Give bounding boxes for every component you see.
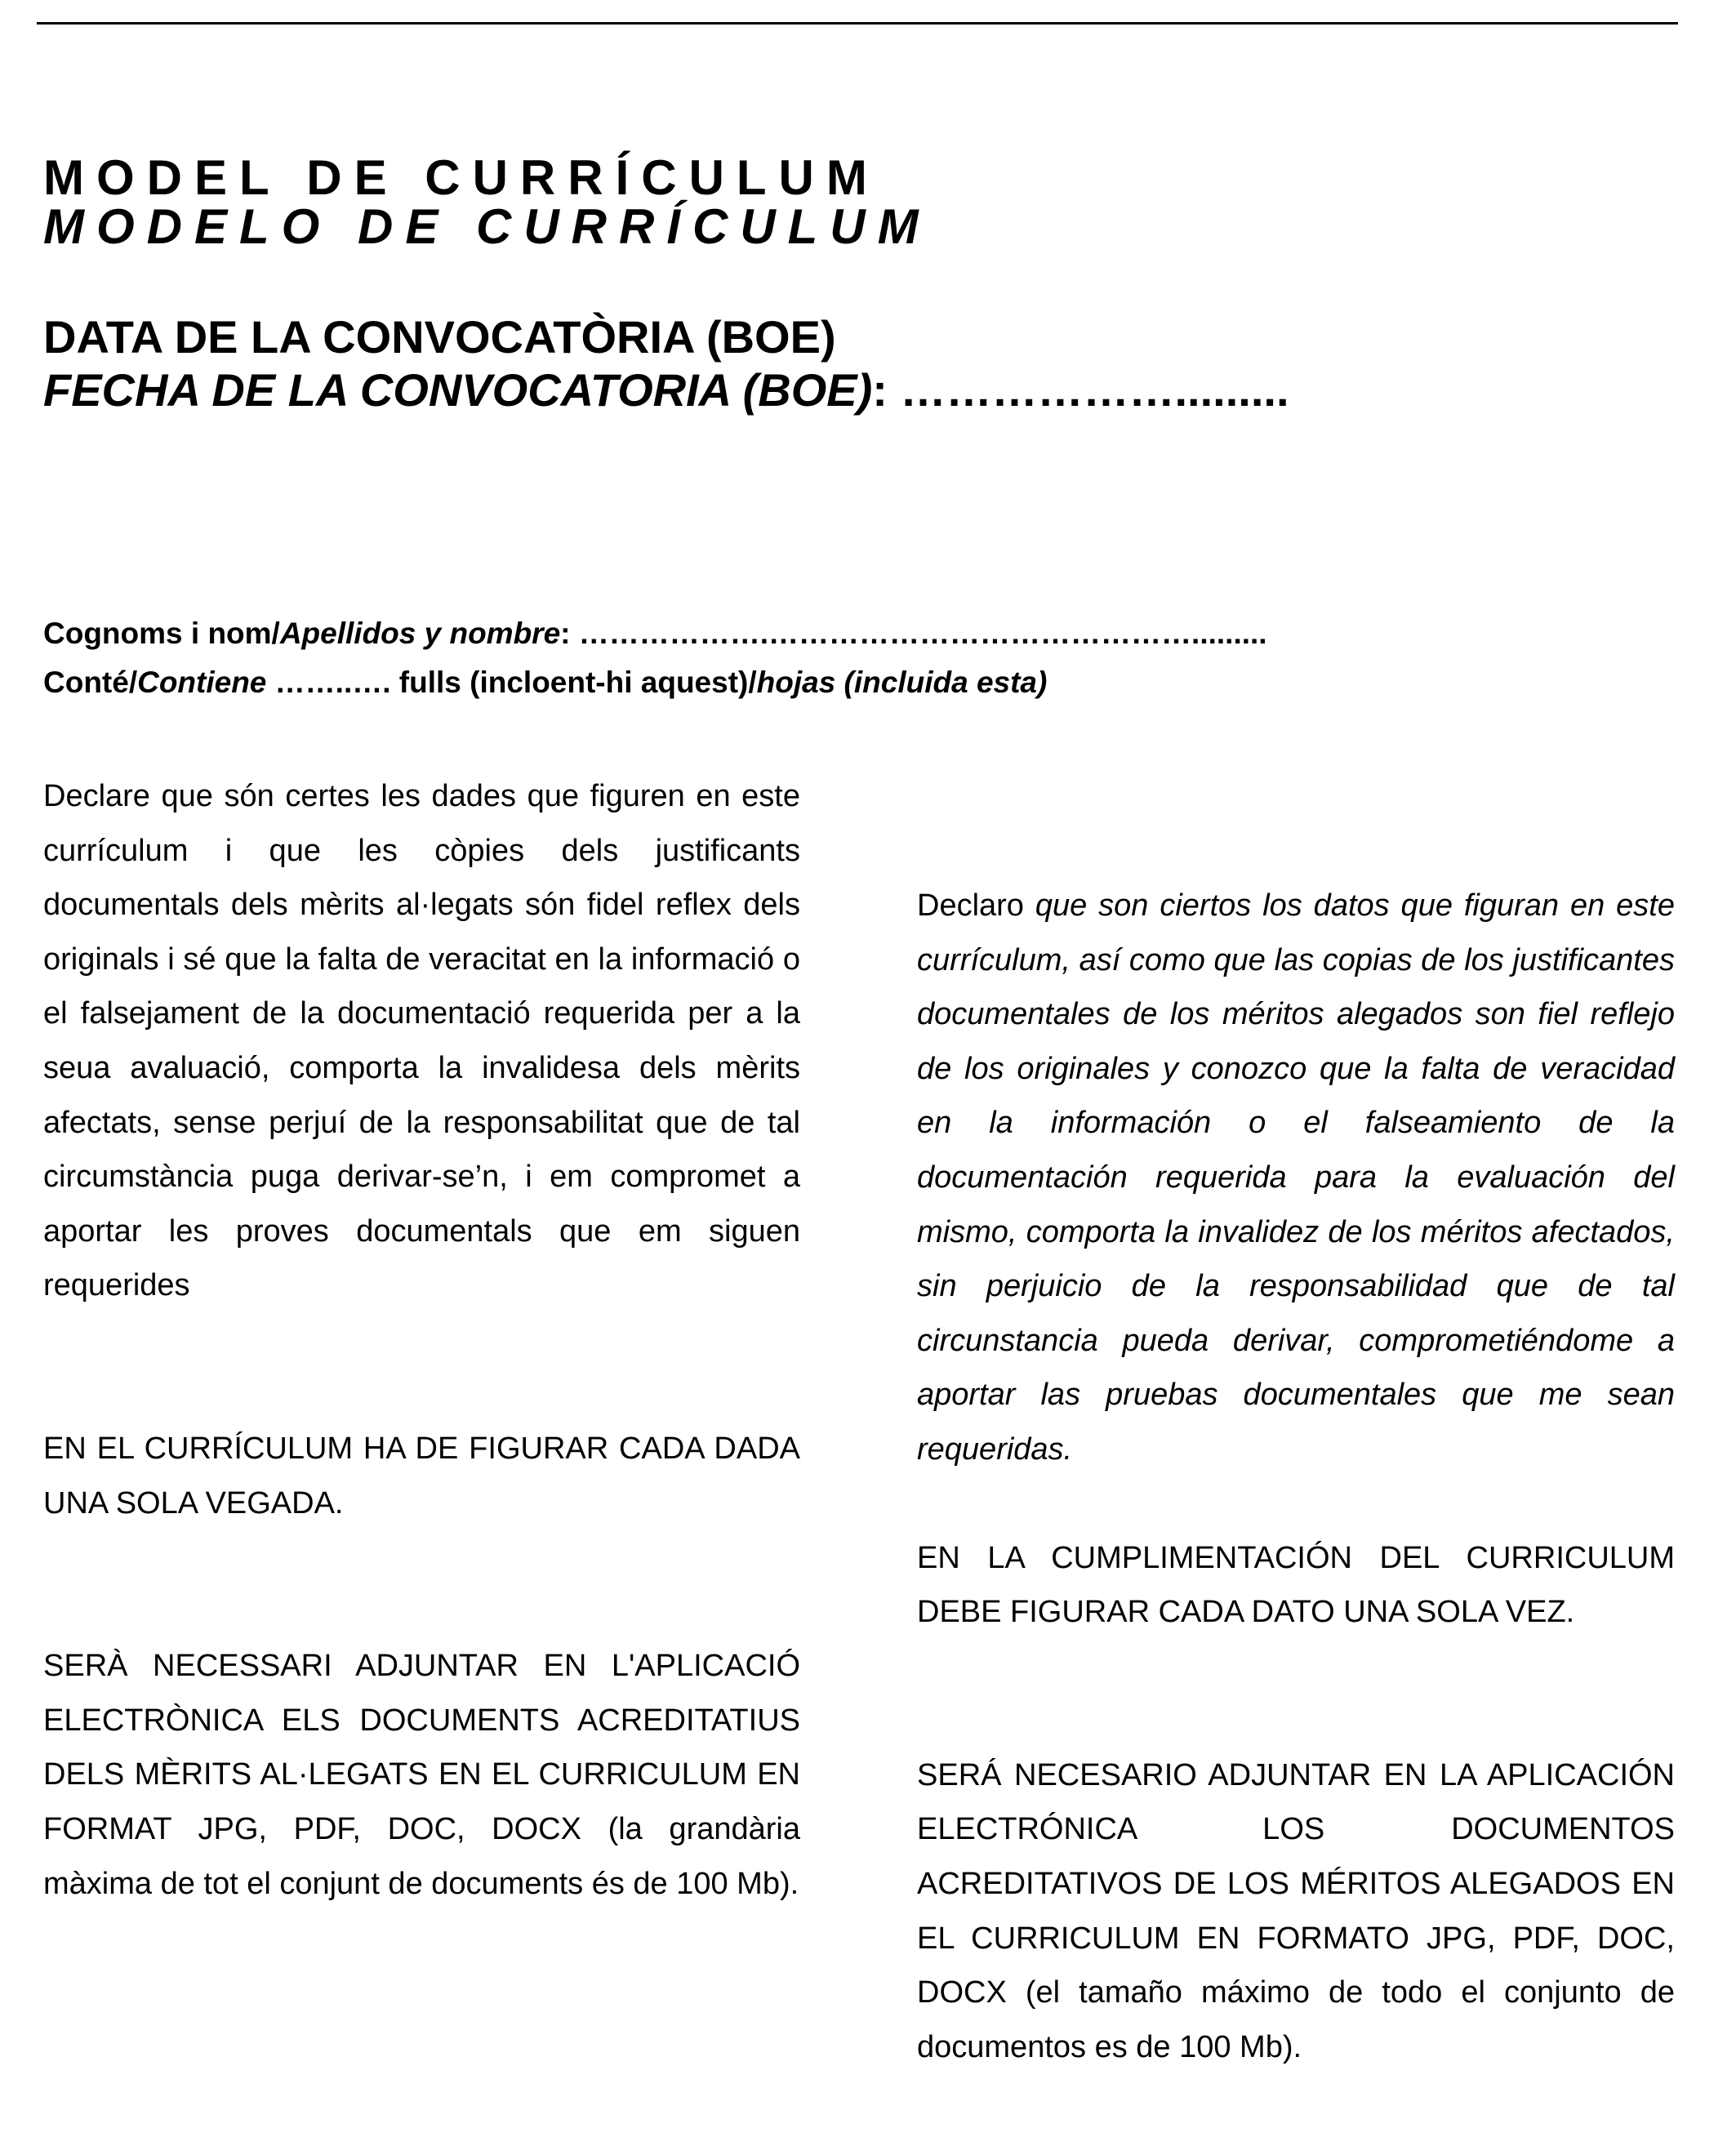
page-count-suffix-spanish: hojas (incluida esta) [756,666,1048,699]
call-date-blank[interactable]: ………………......... [900,364,1289,416]
name-separator: : [560,617,579,650]
page-count-label-catalan: Conté/ [43,666,138,699]
page-count-label-spanish: Contiene [137,666,267,699]
call-date-label-catalan: DATA DE LA CONVOCATÒRIA (BOE) [43,311,836,363]
name-blank[interactable]: ……………….……………………………………......... [578,617,1267,650]
call-date-line [43,364,1289,416]
declaration-catalan: Declare que són certes les dades que figuren en este currículum i que les còpies dels justificants documentals dels mèrits al·legats són fidel reflex dels originals i sé que la falta de veracitat en la informació o el falsejament de la documentació requerida per a la seua avaluació, comporta la invalidesa dels mèrits afectats, sense perjuí de la responsabilitat que de tal circumstància puga derivar-se’n, i em compromet a aportar les proves documentals que em siguen requerides [43,779,800,1303]
notice-attach-spanish: SERÁ NECESARIO ADJUNTAR EN LA APLICACIÓN ELECTRÓNICA LOS DOCUMENTOS ACREDITATIVOS DE LOS MÉRITOS ALEGADOS EN EL CURRICULUM EN FORMATO JPG, PDF, DOC, DOCX (el tamaño máximo de todo el conjunto de documentos es de 100 Mb). [917,1757,1675,2064]
header-rule [37,22,1678,24]
page-count-blank[interactable]: ……..…. [266,666,399,699]
declaration-lead-spanish: Declaro [917,888,1035,923]
title-catalan: MODEL DE CURRÍCULUM [43,150,879,205]
name-field-line [43,618,1267,648]
catalan-column [43,769,800,1911]
notice-once-spanish: EN LA CUMPLIMENTACIÓN DEL CURRICULUM DEBE FIGURAR CADA DATO UNA SOLA VEZ. [917,1540,1675,1630]
notice-attach-catalan: SERÀ NECESSARI ADJUNTAR EN L'APLICACIÓ ELECTRÒNICA ELS DOCUMENTS ACREDITATIUS DELS MÈRITS AL·LEGATS EN EL CURRICULUM EN FORMAT JPG, PDF, DOC, DOCX (la grandària màxima de tot el conjunt de documents és de 100 Mb). [43,1649,800,1901]
call-date-label-spanish: FECHA DE LA CONVOCATORIA (BOE) [43,364,873,416]
page-count-suffix-catalan: fulls (incloent-hi aquest)/ [398,666,757,699]
call-date-separator: : [872,364,901,416]
page-count-line [43,667,1047,697]
declaration-body-spanish: que son ciertos los datos que figuran en este currículum, así como que las copias de los justificantes documentales de los méritos alegados son fiel reflejo de los originales y conozco que la falta de veracidad en la información o el falseamiento de la documentación requerida para la evaluación del mismo, comporta la invalidez de los méritos afectados, sin perjuicio de la responsabilidad que de tal circunstancia pueda derivar, comprometiéndome a aportar las pruebas documentales que me sean requeridas. [917,888,1675,1467]
declaration-spanish [917,879,1675,1477]
spanish-column [917,879,1675,2074]
name-label-spanish: Apellidos y nombre [279,617,561,650]
name-label-catalan: Cognoms i nom/ [43,617,280,650]
notice-once-catalan: EN EL CURRÍCULUM HA DE FIGURAR CADA DADA UNA SOLA VEGADA. [43,1431,800,1520]
title-spanish: MODELO DE CURRÍCULUM [43,199,931,254]
